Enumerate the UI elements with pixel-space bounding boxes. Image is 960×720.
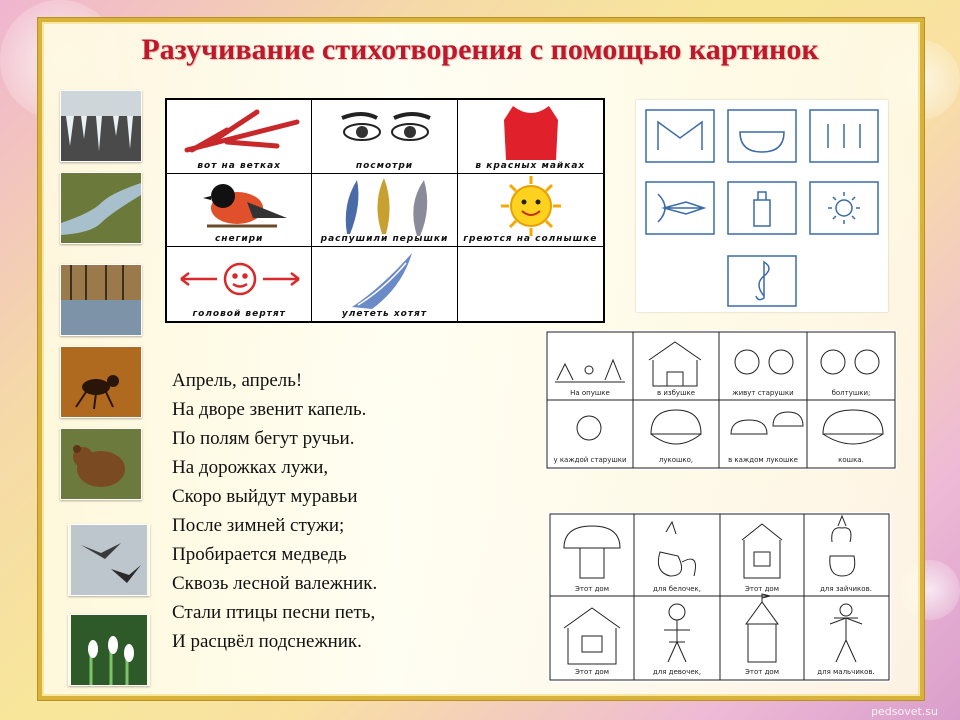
grid-cell-sun	[458, 174, 603, 248]
sketch-cottage-scheme	[545, 330, 897, 470]
snowdrop-photo	[68, 614, 150, 686]
bear-photo	[60, 428, 142, 500]
sketch-houses-scheme	[548, 512, 891, 682]
grid-cell-wing	[312, 247, 457, 321]
sketch-label: для зайчиков.	[820, 585, 872, 593]
sketch-label: для мальчиков.	[817, 668, 875, 676]
poem-line: Сквозь лесной валежник.	[172, 573, 378, 594]
grid-cell-bullfinch	[167, 174, 312, 248]
icicles-photo	[60, 90, 142, 162]
stream-photo	[60, 172, 142, 244]
sketch-label: для девочек,	[652, 668, 702, 676]
grid-caption: распушили перышки	[320, 234, 449, 245]
symbol-schema	[636, 100, 888, 312]
sketch-label: в каждом лукошке	[728, 456, 798, 464]
picture-grid	[165, 98, 605, 323]
poem-line: По полям бегут ручьи.	[172, 428, 355, 449]
watermark: pedsovet.su	[871, 705, 938, 718]
poem-line: Скоро выйдут муравьи	[172, 486, 358, 507]
sketch-label: болтушки;	[831, 389, 871, 397]
grid-caption: в красных майках	[475, 160, 586, 171]
grid-cell-shirt	[458, 100, 603, 174]
poem-line: После зимней стужи;	[172, 515, 345, 536]
grid-caption: посмотри	[355, 160, 414, 171]
grid-caption: улететь хотят	[341, 308, 428, 319]
grid-caption: греются на солнышке	[463, 234, 598, 245]
grid-cell-branch	[167, 100, 312, 174]
poem-line: И расцвёл подснежник.	[172, 631, 362, 652]
grid-caption: головой вертят	[192, 308, 286, 319]
ant-photo	[60, 346, 142, 418]
slide-title: Разучивание стихотворения с помощью картинок	[141, 33, 819, 66]
sketch-label: На опушке	[570, 389, 610, 397]
sketch-label: Этот дом	[745, 668, 779, 676]
sketch-label: лукошко,	[658, 456, 694, 464]
poem-line: Стали птицы песни петь,	[172, 602, 376, 623]
grid-caption: снегири	[214, 234, 264, 245]
birds-photo	[68, 524, 150, 596]
sketch-label: кошка.	[838, 456, 864, 464]
sketch-label: для белочек,	[652, 585, 702, 593]
poem-line: На дворе звенит капель.	[172, 399, 367, 420]
puddle-photo	[60, 264, 142, 336]
poem-line: На дорожках лужи,	[172, 457, 329, 478]
grid-cell-feathers	[312, 174, 457, 248]
grid-cell-head	[167, 247, 312, 321]
sketch-label: живут старушки	[732, 389, 794, 397]
sketch-label: Этот дом	[575, 585, 609, 593]
grid-cell-eyes	[312, 100, 457, 174]
sketch-label: Этот дом	[575, 668, 609, 676]
sketch-label: у каждой старушки	[553, 456, 627, 464]
poem-line: Пробирается медведь	[172, 544, 347, 565]
grid-caption: вот на ветках	[197, 160, 281, 171]
sketch-label: в избушке	[656, 389, 696, 397]
grid-cell-empty	[458, 247, 603, 321]
poem-line: Апрель, апрель!	[172, 370, 303, 391]
sketch-label: Этот дом	[745, 585, 779, 593]
poem	[172, 366, 377, 656]
